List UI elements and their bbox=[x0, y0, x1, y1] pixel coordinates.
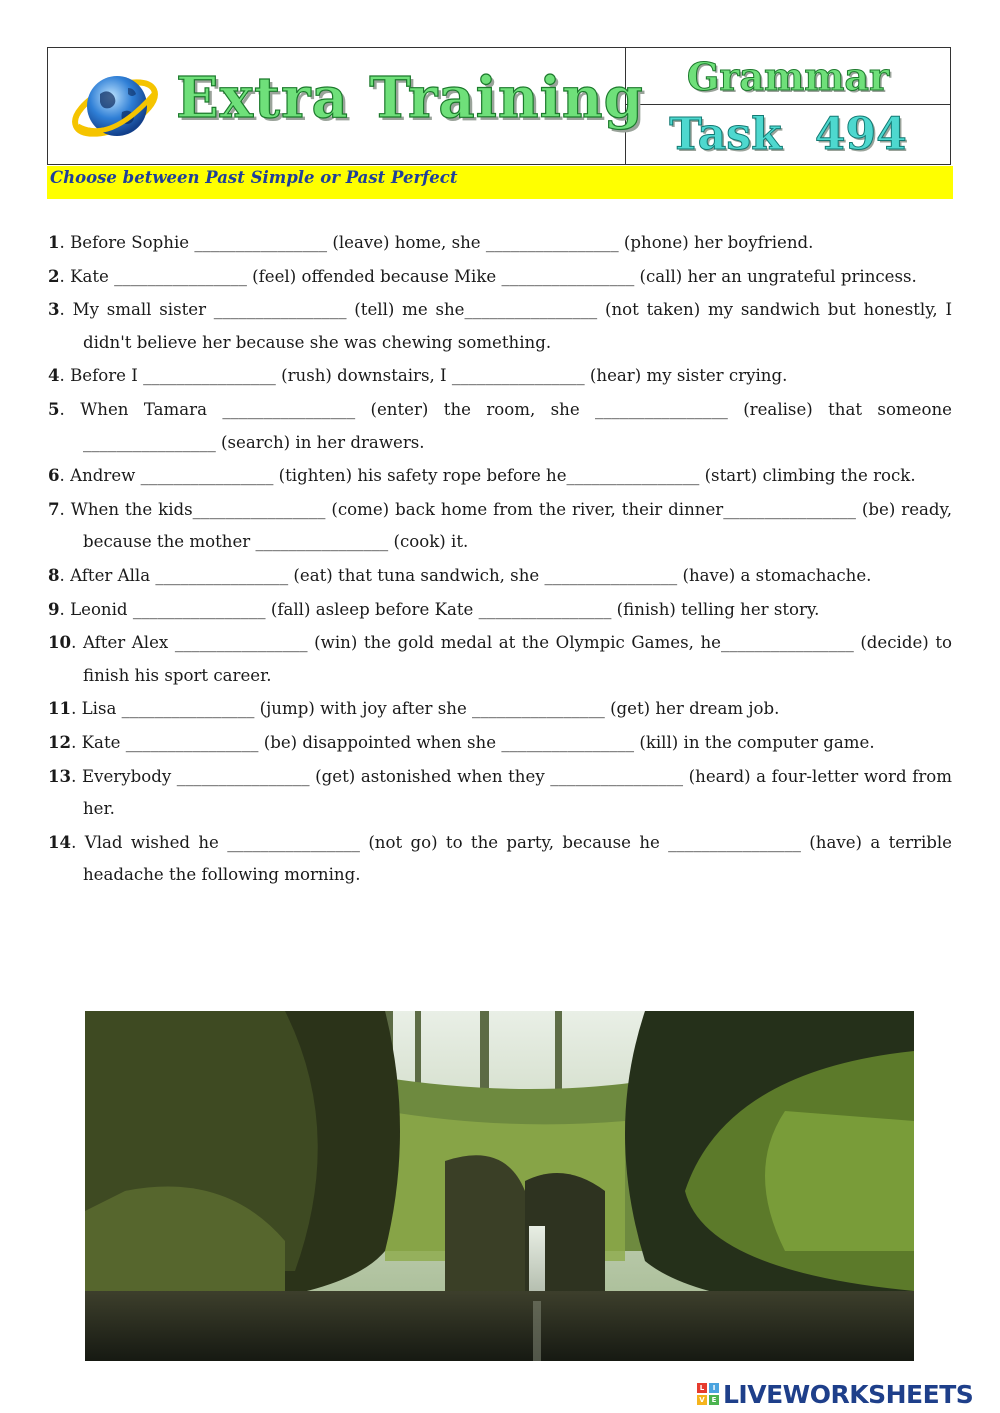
exercise-number: 9 bbox=[48, 598, 60, 619]
exercise-sentence: When Tamara ________________ (enter) the room, she ________________ (realise) that someone ________________ (search) in her drawers. bbox=[64, 399, 952, 452]
exercise-separator: . bbox=[71, 732, 77, 752]
exercise-number: 2 bbox=[48, 265, 60, 286]
exercise-item bbox=[48, 359, 952, 393]
instruction-bar bbox=[47, 166, 953, 199]
exercise-number: 13 bbox=[48, 765, 72, 786]
exercise-separator: . bbox=[71, 832, 77, 852]
exercise-separator: . bbox=[71, 633, 77, 653]
logo-text: LIVEWORKSHEETS bbox=[723, 1379, 974, 1409]
exercise-sentence: Kate ________________ (be) disappointed when she ________________ (kill) in the computer game. bbox=[76, 732, 875, 752]
exercise-number: 3 bbox=[48, 299, 60, 320]
exercise-item bbox=[48, 393, 952, 459]
exercise-list bbox=[48, 226, 952, 892]
exercise-separator: . bbox=[59, 466, 65, 486]
exercise-separator: . bbox=[59, 499, 65, 519]
exercise-item bbox=[48, 692, 952, 726]
exercise-sentence: Leonid ________________ (fall) asleep before Kate ________________ (finish) telling her story. bbox=[64, 599, 820, 619]
exercise-sentence: Lisa ________________ (jump) with joy after she ________________ (get) her dream job. bbox=[76, 699, 780, 719]
logo-letter: L bbox=[697, 1383, 707, 1393]
task-box bbox=[626, 105, 950, 164]
exercise-sentence: Kate ________________ (feel) offended because Mike ________________ (call) her an ungrateful princess. bbox=[64, 266, 917, 286]
logo-letter: V bbox=[697, 1395, 707, 1405]
task-number: Task 494 bbox=[669, 109, 907, 160]
exercise-item bbox=[48, 293, 952, 359]
exercise-number: 8 bbox=[48, 564, 60, 585]
waterfall-photo bbox=[85, 1011, 914, 1361]
exercise-sentence: My small sister ________________ (tell) me she________________ (not taken) my sandwich but honestly, I didn't believe her because she was chewing something. bbox=[64, 300, 952, 352]
exercise-sentence: After Alex ________________ (win) the gold medal at the Olympic Games, he________________ (decide) to finish his sport career. bbox=[76, 633, 952, 685]
exercise-separator: . bbox=[59, 366, 65, 386]
exercise-separator: . bbox=[59, 399, 65, 419]
subject-box bbox=[626, 48, 950, 105]
exercise-number: 11 bbox=[48, 698, 72, 719]
exercise-sentence: Andrew ________________ (tighten) his safety rope before he________________ (start) climbing the rock. bbox=[64, 466, 916, 486]
exercise-item bbox=[48, 493, 952, 559]
exercise-item bbox=[48, 760, 952, 826]
exercise-number: 4 bbox=[48, 365, 60, 386]
subject-label: Grammar bbox=[686, 53, 890, 99]
worksheet-header bbox=[47, 47, 951, 165]
exercise-sentence: Vlad wished he ________________ (not go) to the party, because he ________________ (have) a terrible headache the following morning. bbox=[76, 832, 952, 885]
exercise-separator: . bbox=[59, 266, 65, 286]
exercise-separator: . bbox=[59, 300, 65, 320]
exercise-sentence: Before I ________________ (rush) downstairs, I ________________ (hear) my sister crying. bbox=[64, 366, 788, 386]
exercise-item bbox=[48, 459, 952, 493]
exercise-sentence: Everybody ________________ (get) astonished when they ________________ (heard) a four-letter word from her. bbox=[76, 766, 952, 819]
exercise-item bbox=[48, 260, 952, 294]
exercise-number: 1 bbox=[48, 232, 60, 252]
brand-title: Extra Training bbox=[176, 65, 644, 131]
exercise-sentence: Before Sophie ________________ (leave) home, she ________________ (phone) her boyfriend. bbox=[64, 233, 814, 252]
exercise-item bbox=[48, 593, 952, 627]
instruction-text: Choose between Past Simple or Past Perfect bbox=[50, 168, 458, 187]
globe-icon bbox=[70, 66, 160, 146]
exercise-item bbox=[48, 726, 952, 760]
liveworksheets-logo[interactable] bbox=[697, 1380, 973, 1408]
exercise-separator: . bbox=[71, 699, 77, 719]
exercise-item bbox=[48, 826, 952, 892]
exercise-separator: . bbox=[59, 599, 65, 619]
task-cell bbox=[626, 48, 950, 164]
logo-letter: I bbox=[709, 1383, 719, 1393]
logo-squares-icon bbox=[697, 1383, 719, 1405]
exercise-item bbox=[48, 226, 952, 260]
exercise-number: 6 bbox=[48, 465, 60, 486]
exercise-item bbox=[48, 626, 952, 692]
exercise-separator: . bbox=[71, 766, 77, 786]
logo-letter: E bbox=[709, 1395, 719, 1405]
exercise-number: 10 bbox=[48, 632, 72, 653]
exercise-item bbox=[48, 559, 952, 593]
exercise-number: 14 bbox=[48, 831, 72, 852]
exercise-number: 5 bbox=[48, 398, 60, 419]
exercise-number: 12 bbox=[48, 731, 72, 752]
exercise-separator: . bbox=[59, 233, 65, 252]
brand-cell bbox=[48, 48, 644, 164]
exercise-sentence: When the kids________________ (come) back home from the river, their dinner________________ (be) ready, because the mother ________________ (cook) it. bbox=[64, 499, 952, 552]
exercise-separator: . bbox=[59, 565, 65, 585]
exercise-sentence: After Alla ________________ (eat) that tuna sandwich, she ________________ (have) a stomachache. bbox=[64, 565, 872, 585]
exercise-number: 7 bbox=[48, 498, 60, 519]
